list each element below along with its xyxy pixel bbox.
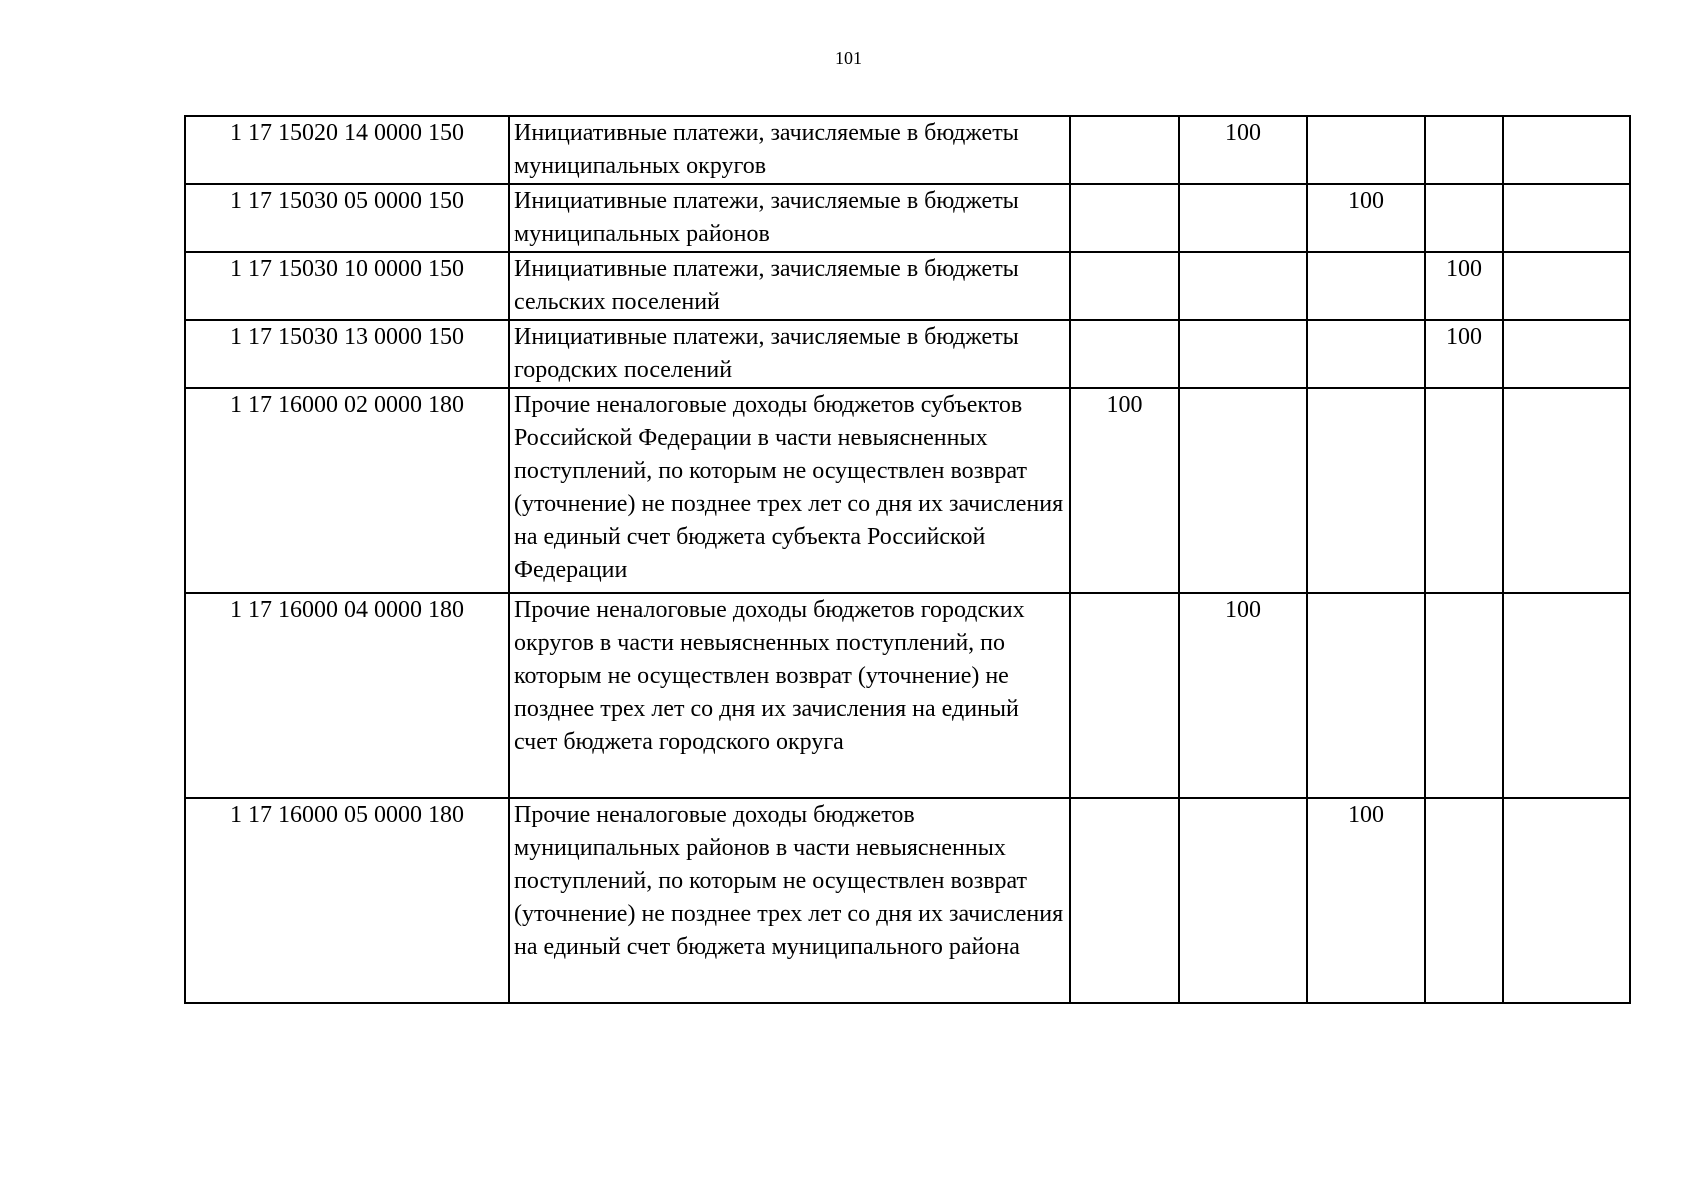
- value-cell: [1179, 252, 1307, 320]
- value-cell: [1503, 184, 1630, 252]
- value-cell: [1307, 252, 1425, 320]
- value-cell: [1503, 388, 1630, 593]
- revenue-code: 1 17 16000 05 0000 180: [185, 798, 509, 1003]
- revenue-description: Инициативные платежи, зачисляемые в бюджеты сельских поселений: [509, 252, 1070, 320]
- value-cell: [1503, 320, 1630, 388]
- revenue-description: Инициативные платежи, зачисляемые в бюджеты муниципальных районов: [509, 184, 1070, 252]
- value-cell: [1070, 184, 1179, 252]
- value-cell: [1070, 252, 1179, 320]
- value-cell: [1425, 184, 1503, 252]
- table-row: [185, 184, 1630, 252]
- value-cell: [1307, 388, 1425, 593]
- value-cell: [1503, 593, 1630, 798]
- revenue-code: 1 17 16000 02 0000 180: [185, 388, 509, 593]
- value-cell: 100: [1070, 388, 1179, 593]
- value-cell: [1503, 116, 1630, 184]
- value-cell: 100: [1307, 184, 1425, 252]
- table-row: [185, 798, 1630, 1003]
- table-row: [185, 116, 1630, 184]
- value-cell: 100: [1425, 252, 1503, 320]
- value-cell: 100: [1307, 798, 1425, 1003]
- revenue-code: 1 17 15030 05 0000 150: [185, 184, 509, 252]
- value-cell: [1179, 388, 1307, 593]
- revenue-code: 1 17 16000 04 0000 180: [185, 593, 509, 798]
- value-cell: [1070, 798, 1179, 1003]
- value-cell: [1425, 388, 1503, 593]
- revenue-description: Инициативные платежи, зачисляемые в бюджеты городских поселений: [509, 320, 1070, 388]
- revenue-code: 1 17 15020 14 0000 150: [185, 116, 509, 184]
- table-row: [185, 252, 1630, 320]
- value-cell: 100: [1425, 320, 1503, 388]
- value-cell: [1307, 593, 1425, 798]
- value-cell: [1307, 116, 1425, 184]
- value-cell: [1070, 593, 1179, 798]
- value-cell: [1425, 593, 1503, 798]
- value-cell: [1070, 320, 1179, 388]
- revenue-description: Инициативные платежи, зачисляемые в бюджеты муниципальных округов: [509, 116, 1070, 184]
- value-cell: 100: [1179, 116, 1307, 184]
- revenue-description: Прочие неналоговые доходы бюджетов муниципальных районов в части невыясненных поступлений, по которым не осуществлен возврат (уточнение) не позднее трех лет со дня их зачисления на единый счет бюджета муниципального района: [509, 798, 1070, 1003]
- value-cell: [1503, 798, 1630, 1003]
- value-cell: [1179, 320, 1307, 388]
- value-cell: [1425, 116, 1503, 184]
- revenue-description: Прочие неналоговые доходы бюджетов субъектов Российской Федерации в части невыясненных поступлений, по которым не осуществлен возврат (уточнение) не позднее трех лет со дня их зачисления на единый счет бюджета субъекта Российской Федерации: [509, 388, 1070, 593]
- value-cell: [1179, 798, 1307, 1003]
- revenue-description: Прочие неналоговые доходы бюджетов городских округов в части невыясненных поступлений, по которым не осуществлен возврат (уточнение) не позднее трех лет со дня их зачисления на единый счет бюджета городского округа: [509, 593, 1070, 798]
- revenue-code: 1 17 15030 10 0000 150: [185, 252, 509, 320]
- budget-revenue-table: [184, 115, 1631, 1004]
- value-cell: [1070, 116, 1179, 184]
- table-row: [185, 320, 1630, 388]
- value-cell: [1307, 320, 1425, 388]
- value-cell: 100: [1179, 593, 1307, 798]
- value-cell: [1425, 798, 1503, 1003]
- table-row: [185, 388, 1630, 593]
- value-cell: [1179, 184, 1307, 252]
- value-cell: [1503, 252, 1630, 320]
- table-row: [185, 593, 1630, 798]
- revenue-code: 1 17 15030 13 0000 150: [185, 320, 509, 388]
- page-number: 101: [835, 48, 862, 68]
